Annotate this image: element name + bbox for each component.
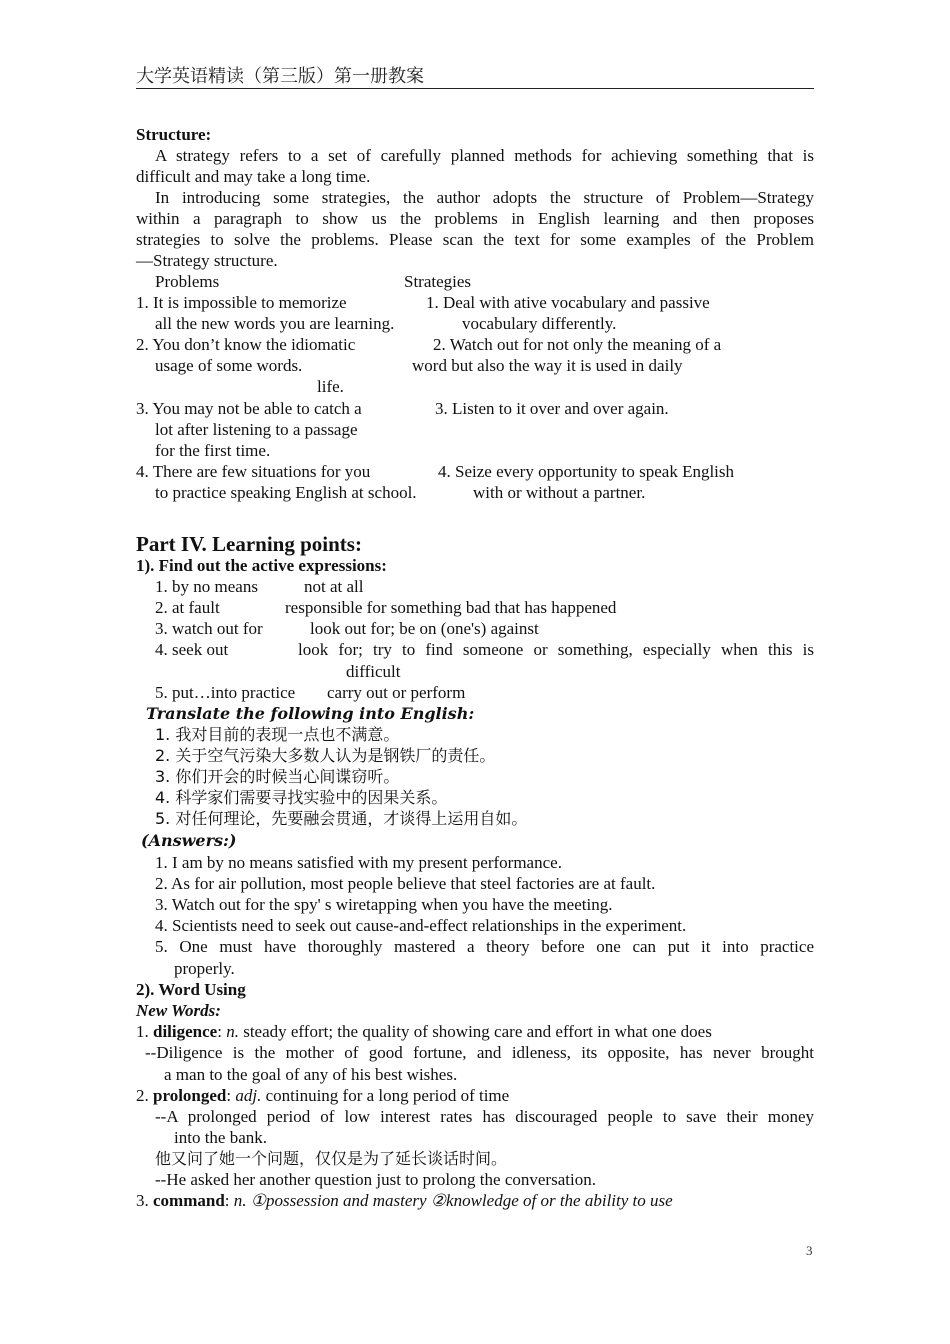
problem-3-line2: lot after listening to a passage (155, 420, 358, 439)
word-1-example-line2: a man to the goal of any of his best wishes. (164, 1065, 458, 1084)
word-2-def: continuing for a long period of time (261, 1086, 510, 1105)
problem-1-line2: all the new words you are learning. (155, 314, 395, 333)
page-number: 3 (806, 1243, 813, 1258)
word-1-term: diligence (153, 1022, 218, 1041)
word-2-entry: 2. prolonged: adj. continuing for a long period of time (136, 1086, 510, 1105)
strategies-column-header: Strategies (404, 272, 472, 291)
strategy-2-line3: life. (317, 377, 344, 396)
problem-3-line1: 3. You may not be able to catch a (136, 399, 362, 418)
answer-3: 3. Watch out for the spy' s wiretapping when you have the meeting. (155, 895, 613, 914)
expression-5-term: 5. put…into practice (155, 683, 296, 702)
translate-heading: Translate the following into English: (146, 704, 475, 723)
problem-4-line2: to practice speaking English at school. (155, 483, 417, 502)
problem-1-line1: 1. It is impossible to memorize (136, 293, 347, 312)
word-1-entry: 1. diligence: n. steady effort; the quality of showing care and effort in what one does (136, 1022, 712, 1041)
word-2-num: 2. (136, 1086, 153, 1105)
strategy-2-line2: word but also the way it is used in daily (412, 356, 683, 375)
answer-5-cont: properly. (174, 959, 235, 978)
strategy-3-line1: 3. Listen to it over and over again. (435, 399, 669, 418)
expression-1-term: 1. by no means (155, 577, 258, 596)
structure-para1-line2: difficult and may take a long time. (136, 167, 371, 186)
word-using-heading: 2). Word Using (136, 980, 246, 999)
page-header (136, 66, 814, 89)
answer-2: 2. As for air pollution, most people believe that steel factories are at fault. (155, 874, 656, 893)
expression-2-meaning: responsible for something bad that has happened (285, 598, 617, 617)
word-3-pos: n. (233, 1191, 247, 1210)
structure-para2-line4: —Strategy structure. (136, 251, 278, 270)
expression-4-term: 4. seek out (155, 640, 229, 659)
header-title: 大学英语精读（第三版）第一册教案 (136, 66, 424, 87)
expression-2-term: 2. at fault (155, 598, 220, 617)
word-2-pos: adj. (235, 1086, 262, 1105)
structure-para1-line1: A strategy refers to a set of carefully planned methods for achieving something that is (155, 146, 814, 165)
word-2-term: prolonged (153, 1086, 227, 1105)
word-1-num: 1. (136, 1022, 153, 1041)
word-3-def: ①possession and mastery ②knowledge of or the ability to use (246, 1191, 673, 1210)
expression-4-meaning-cont: difficult (346, 662, 401, 681)
word-2-example2: --He asked her another question just to prolong the conversation. (155, 1170, 596, 1189)
strategy-4-line1: 4. Seize every opportunity to speak English (438, 462, 735, 481)
problems-column-header: Problems (155, 272, 220, 291)
expression-4-meaning: look for; try to find someone or something, especially when this is (298, 640, 814, 659)
answer-1: 1. I am by no means satisfied with my present performance. (155, 853, 562, 872)
structure-para2-line1: In introducing some strategies, the author adopts the structure of Problem—Strategy (155, 188, 814, 207)
word-1-def: steady effort; the quality of showing care and effort in what one does (238, 1022, 712, 1041)
problem-2-line1: 2. You don’t know the idiomatic (136, 335, 356, 354)
problem-4-line1: 4. There are few situations for you (136, 462, 371, 481)
strategy-4-line2: with or without a partner. (473, 483, 646, 502)
answer-5: 5. One must have thoroughly mastered a theory before one can put it into practice (155, 937, 814, 956)
active-expressions-heading: 1). Find out the active expressions: (136, 556, 387, 575)
word-2-example-line2: into the bank. (174, 1128, 268, 1147)
strategy-2-line1: 2. Watch out for not only the meaning of a (433, 335, 722, 354)
structure-para2-line2: within a paragraph to show us the problems in English learning and then proposes (136, 209, 814, 228)
translate-item-1: 1. 我对目前的表现一点也不满意。 (155, 725, 400, 744)
expression-3-term: 3. watch out for (155, 619, 263, 638)
translate-item-5: 5. 对任何理论，先要融会贯通，才谈得上运用自如。 (155, 809, 528, 828)
structure-heading: Structure: (136, 125, 212, 144)
word-2-example-line1: --A prolonged period of low interest rates has discouraged people to save their money (155, 1107, 814, 1126)
translate-item-2: 2. 关于空气污染大多数人认为是钢铁厂的责任。 (155, 746, 496, 765)
structure-para2-line3: strategies to solve the problems. Please scan the text for some examples of the Problem (136, 230, 814, 249)
problem-2-line2: usage of some words. (155, 356, 303, 375)
answer-4: 4. Scientists need to seek out cause-and-effect relationships in the experiment. (155, 916, 687, 935)
expression-1-meaning: not at all (304, 577, 364, 596)
strategy-1-line2: vocabulary differently. (462, 314, 617, 333)
word-3-entry: 3. command: n. ①possession and mastery ②knowledge of or the ability to use (136, 1191, 673, 1210)
word-3-term: command (153, 1191, 225, 1210)
part4-heading: Part IV. Learning points: (136, 532, 362, 556)
expression-5-meaning: carry out or perform (327, 683, 466, 702)
translate-item-3: 3. 你们开会的时候当心间谍窃听。 (155, 767, 400, 786)
word-3-num: 3. (136, 1191, 153, 1210)
new-words-heading: New Words: (136, 1001, 221, 1020)
strategy-1-line1: 1. Deal with ative vocabulary and passive (426, 293, 710, 312)
word-1-example-line1: --Diligence is the mother of good fortune, and idleness, its opposite, has never brought (145, 1043, 814, 1062)
expression-3-meaning: look out for; be on (one's) against (310, 619, 539, 638)
problem-3-line3: for the first time. (155, 441, 271, 460)
word-1-pos: n. (226, 1022, 239, 1041)
word-2-chinese-example: 他又问了她一个问题，仅仅是为了延长谈话时间。 (155, 1149, 508, 1168)
answers-heading: (Answers:) (141, 831, 237, 850)
translate-item-4: 4. 科学家们需要寻找实验中的因果关系。 (155, 788, 448, 807)
